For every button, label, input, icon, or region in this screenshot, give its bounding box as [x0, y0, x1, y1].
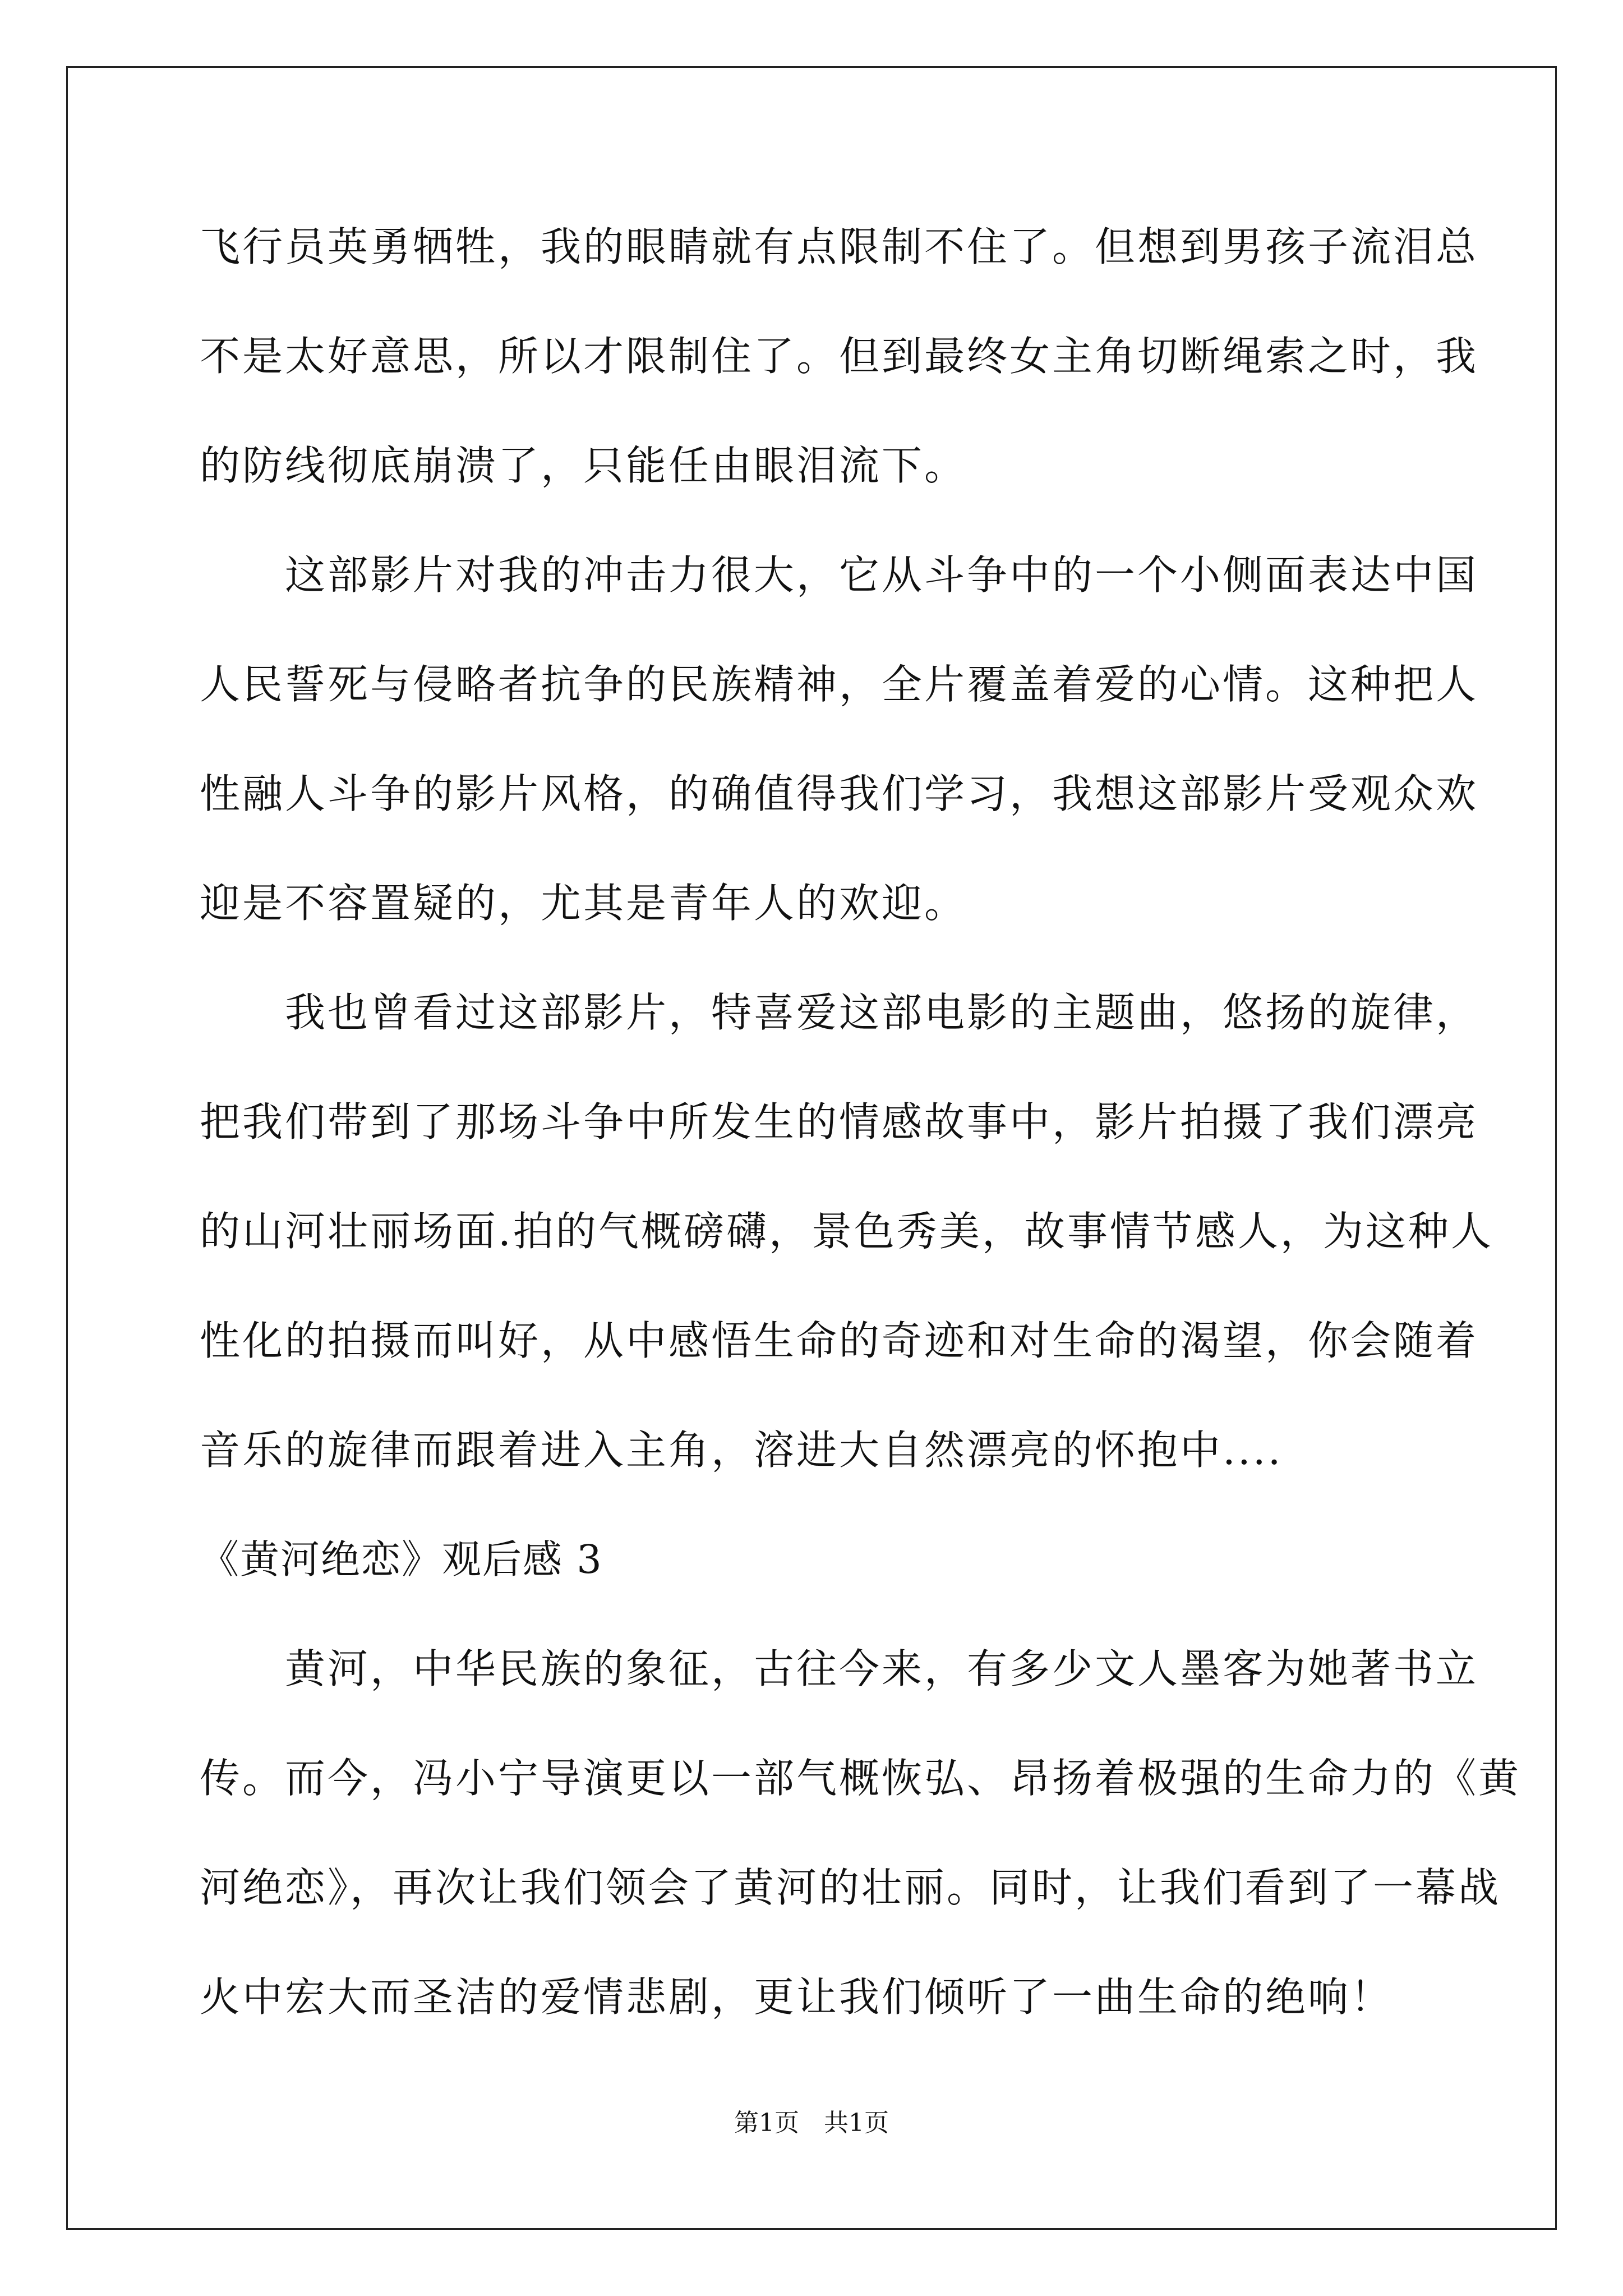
text-line: 音乐的旋律而跟着进入主角，溶进大自然漂亮的怀抱中.... — [200, 1427, 1283, 1474]
text-line: 河绝恋》，再次让我们领会了黄河的壮丽。同时，让我们看到了一幕战 — [200, 1864, 1501, 1911]
page-footer: 第1页 共1页 — [734, 2109, 889, 2137]
text-line: 的山河壮丽场面.拍的气概磅礴，景色秀美，故事情节感人，为这种人 — [200, 1208, 1493, 1255]
text-line: 迎是不容置疑的，尤其是青年人的欢迎。 — [200, 880, 967, 927]
text-line: 的防线彻底崩溃了，只能任由眼泪流下。 — [200, 442, 967, 489]
text-line: 我也曾看过这部影片，特喜爱这部电影的主题曲，悠扬的旋律， — [200, 989, 1479, 1036]
text-line: 不是太好意思，所以才限制住了。但到最终女主角切断绳索之时，我 — [200, 333, 1479, 380]
text-line: 火中宏大而圣洁的爱情悲剧，更让我们倾听了一曲生命的绝响！ — [200, 1973, 1394, 2021]
document-body — [200, 213, 1521, 2073]
text-line: 传。而今，冯小宁导演更以一部气概恢弘、昂扬着极强的生命力的《黄 — [200, 1755, 1521, 1802]
text-line: 性融人斗争的影片风格，的确值得我们学习，我想这部影片受观众欢 — [200, 770, 1479, 817]
text-line: 飞行员英勇牺牲，我的眼睛就有点限制不住了。但想到男孩子流泪总 — [200, 223, 1479, 270]
section-heading: 《黄河绝恋》观后感 3 — [200, 1536, 603, 1582]
text-line: 人民誓死与侵略者抗争的民族精神，全片覆盖着爱的心情。这种把人 — [200, 661, 1479, 708]
text-line: 把我们带到了那场斗争中所发生的情感故事中，影片拍摄了我们漂亮 — [200, 1098, 1479, 1145]
text-line: 黄河，中华民族的象征，古往今来，有多少文人墨客为她著书立 — [200, 1645, 1479, 1692]
text-line: 这部影片对我的冲击力很大，它从斗争中的一个小侧面表达中国 — [200, 551, 1479, 599]
text-line: 性化的拍摄而叫好，从中感悟生命的奇迹和对生命的渴望，你会随着 — [200, 1317, 1479, 1364]
